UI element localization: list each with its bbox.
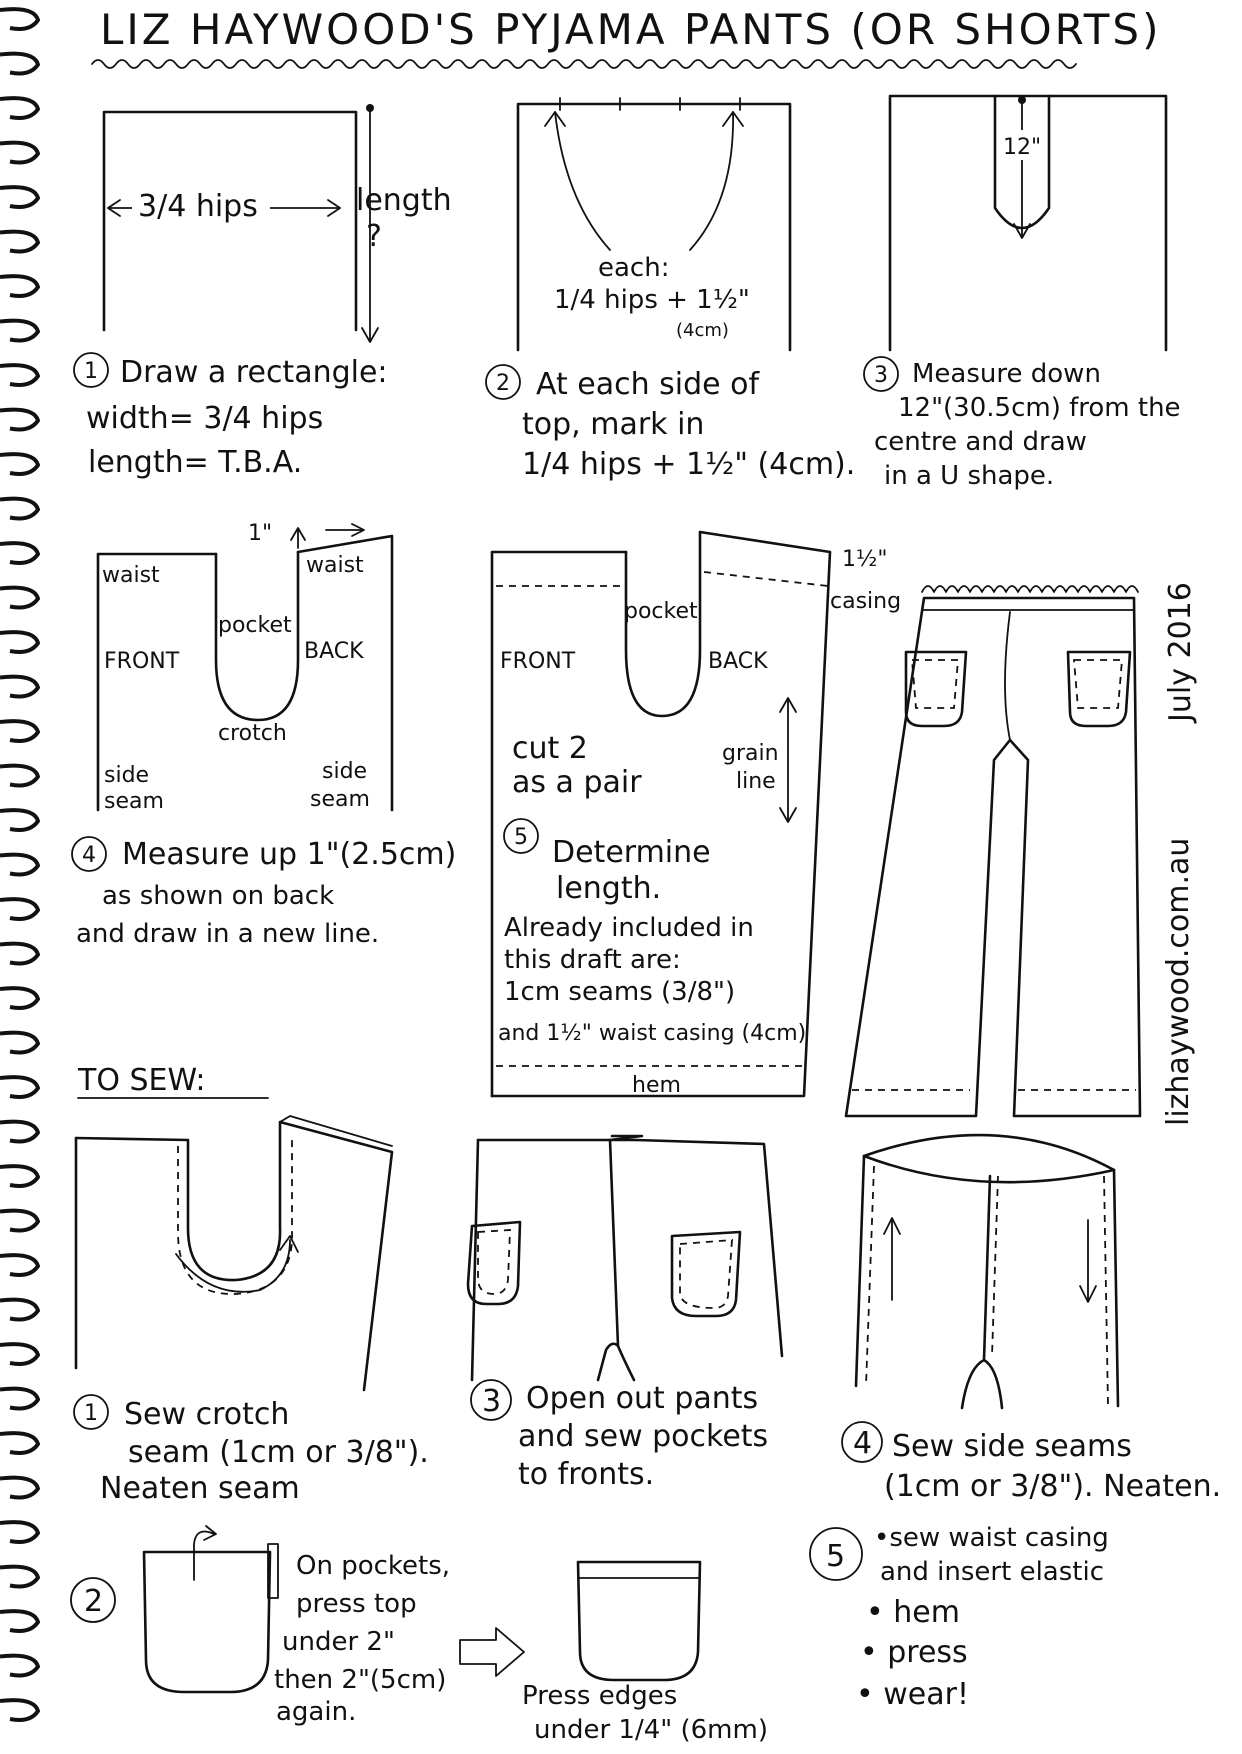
binding-ring [0,1522,38,1542]
step-number: 3 [874,363,888,388]
page-title: LIZ HAYWOOD'S PYJAMA PANTS (OR SHORTS) [100,5,1162,54]
figure-label: (4cm) [676,320,729,341]
crotch-curve [626,532,700,716]
step-text: under 1/4" (6mm) [534,1715,768,1745]
binding-ring [0,143,38,163]
figure-label: 1½" [842,547,888,572]
figure-label: waist [102,563,160,588]
step-text: At each side of [536,367,760,402]
figure-label: hem [632,1073,681,1098]
figure-label: cut 2 [512,731,588,766]
step-text: seam (1cm or 3/8"). [128,1435,429,1470]
figure-label: line [736,769,776,794]
binding-ring [0,1567,38,1587]
step-text: • press [860,1635,968,1670]
binding-ring [0,1122,38,1142]
leg-edge [1114,1170,1118,1406]
date-label: July 2016 [1163,582,1198,722]
measure-label: 12" [1003,135,1042,160]
figure-label: side [104,763,150,788]
next-arrow [460,1628,524,1676]
figure-label: seam [310,787,370,812]
step-text: and 1½" waist casing (4cm) [498,1021,807,1046]
binding-ring [0,410,38,430]
front-outline [492,552,626,1096]
finished-pants-illustration [846,586,1140,1116]
binding-ring [0,677,38,697]
step-text: press top [296,1589,417,1619]
centre-seam [1005,612,1010,740]
step-text: 1cm seams (3/8") [504,977,736,1007]
curved-arrow [555,112,610,250]
step-text: (1cm or 3/8"). Neaten. [884,1469,1222,1504]
step-text: • hem [866,1595,960,1630]
crotch-split [618,1346,634,1380]
leg-edge [856,1156,864,1386]
sew-heading: TO SEW: [78,1063,206,1098]
binding-ring [0,632,38,652]
pocket-fold [578,1562,700,1578]
fold-arrow [194,1532,214,1580]
step-text: this draft are: [504,945,681,975]
binding-ring [0,899,38,919]
pocket-stitching [478,1230,510,1294]
figure-label: crotch [218,721,287,746]
step-text: Press edges [522,1681,678,1711]
step-text: length= T.B.A. [88,445,303,480]
website-label: lizhaywood.com.au [1161,837,1196,1126]
width-label: 3/4 hips [138,189,258,224]
length-label: length [356,183,452,218]
sew-step-1 [74,1116,429,1506]
draft-step-1 [74,104,452,480]
step-text: On pockets, [296,1551,451,1581]
step-text: centre and draw [874,427,1087,457]
draft-step-2 [486,98,855,482]
pocket-stitching [680,1240,732,1308]
binding-ring [0,766,38,786]
leg-seam [962,1176,990,1408]
figure-label: waist [306,553,364,578]
binding-ring [0,810,38,830]
step-text: Already included in [504,913,754,943]
step-number: 2 [84,1584,104,1619]
step-text: Neaten seam [100,1471,300,1506]
step-text: 1/4 hips + 1½" (4cm). [522,447,856,482]
binding-ring [0,54,38,74]
binding-ring [0,1077,38,1097]
figure-label: pocket [624,599,698,624]
pressed-pocket [578,1562,700,1680]
binding-ring [0,276,38,296]
side-stitching [992,1176,998,1356]
binding-ring [0,9,38,29]
draft-step-4 [72,521,456,949]
step-text: Sew side seams [892,1429,1132,1464]
sew-step-2 [71,1526,768,1745]
binding-ring [0,721,38,741]
binding-ring [0,187,38,207]
fabric-layer [280,1116,392,1146]
pants-outline [846,598,1140,1116]
step-text: Measure up 1"(2.5cm) [122,837,457,872]
binding-ring [0,1033,38,1053]
binding-ring [0,588,38,608]
binding-ring [0,365,38,385]
figure-label: casing [830,589,902,614]
casing-line [704,572,828,586]
crotch-seam-figure [76,1122,392,1390]
binding-ring [0,988,38,1008]
step-number: 2 [496,371,510,396]
seam-stitching [178,1136,292,1294]
figure-label: BACK [708,649,768,674]
centre-seam [598,1140,618,1380]
step-text: as shown on back [102,881,335,911]
title-wavy-underline [92,60,1076,68]
binding-ring [0,944,38,964]
step-text: 12"(30.5cm) from the [898,393,1181,423]
figure-label: pocket [218,613,292,638]
sew-step-5 [810,1523,1109,1712]
figure-label: BACK [304,639,364,664]
step-text: and draw in a new line. [76,919,380,949]
side-stitching [866,1166,874,1386]
step-text: under 2" [282,1627,395,1657]
figure-label: as a pair [512,765,642,800]
step-text: in a U shape. [884,461,1055,491]
length-dot [366,104,374,112]
step-text: and sew pockets [518,1419,769,1454]
spiral-binding [0,9,38,1720]
figure-label: grain [722,741,779,766]
leg-edge [636,1140,782,1356]
step-text: again. [276,1697,357,1727]
step-text: Draw a rectangle: [120,355,388,390]
binding-ring [0,1700,38,1720]
step-number: 4 [853,1426,873,1461]
binding-ring [0,855,38,875]
sew-step-3 [468,1136,782,1492]
sew-step-4 [842,1135,1221,1504]
pocket-shape [144,1552,270,1692]
side-stitching [1104,1176,1108,1406]
binding-ring [0,1611,38,1631]
step-number: 1 [84,1401,98,1426]
length-question: ? [366,219,382,254]
binding-ring [0,98,38,118]
step-text: width= 3/4 hips [86,401,324,436]
binding-ring [0,1389,38,1409]
binding-ring [0,454,38,474]
step-text: Sew crotch [124,1397,290,1432]
binding-ring [0,1300,38,1320]
draft-step-5 [492,532,901,1098]
figure-label: seam [104,789,164,814]
draft-step-3 [864,96,1181,491]
binding-ring [0,1656,38,1676]
figure-label: each: [598,253,670,283]
binding-ring [0,543,38,563]
binding-ring [0,1255,38,1275]
binding-ring [0,1211,38,1231]
binding-ring [0,232,38,252]
step-text: then 2"(5cm) [274,1665,447,1695]
step-text: •sew waist casing [874,1523,1109,1553]
step-text: top, mark in [522,407,705,442]
curved-arrow [690,112,733,250]
leg-seam [984,1360,1002,1408]
back-pocket [1068,652,1130,726]
step-number: 5 [826,1539,846,1574]
step-text: Determine [552,835,711,870]
step-number: 5 [514,825,528,850]
step-number: 4 [82,843,96,868]
figure-label: side [322,759,368,784]
sew-arrow [176,1240,290,1292]
step-text: Open out pants [526,1381,759,1416]
step-text: • wear! [856,1677,969,1712]
elastic-waist [922,586,1138,592]
measure-dot [1018,96,1026,104]
step-text: and insert elastic [880,1557,1104,1587]
step-text: to fronts. [518,1457,655,1492]
figure-label: 1/4 hips + 1½" [554,285,750,315]
binding-ring [0,1344,38,1364]
step-number: 1 [84,359,98,384]
binding-ring [0,1478,38,1498]
step-text: length. [556,871,662,906]
binding-ring [0,321,38,341]
figure-label: FRONT [500,649,576,674]
pocket-stitching [1074,660,1122,708]
figure-label: FRONT [104,649,180,674]
binding-ring [0,1433,38,1453]
step-number: 3 [482,1384,502,1419]
figure-label: 1" [248,521,273,546]
binding-ring [0,1166,38,1186]
binding-ring [0,499,38,519]
waist-curve [864,1135,1114,1170]
step-text: Measure down [912,359,1101,389]
pocket-stitching [912,660,958,708]
